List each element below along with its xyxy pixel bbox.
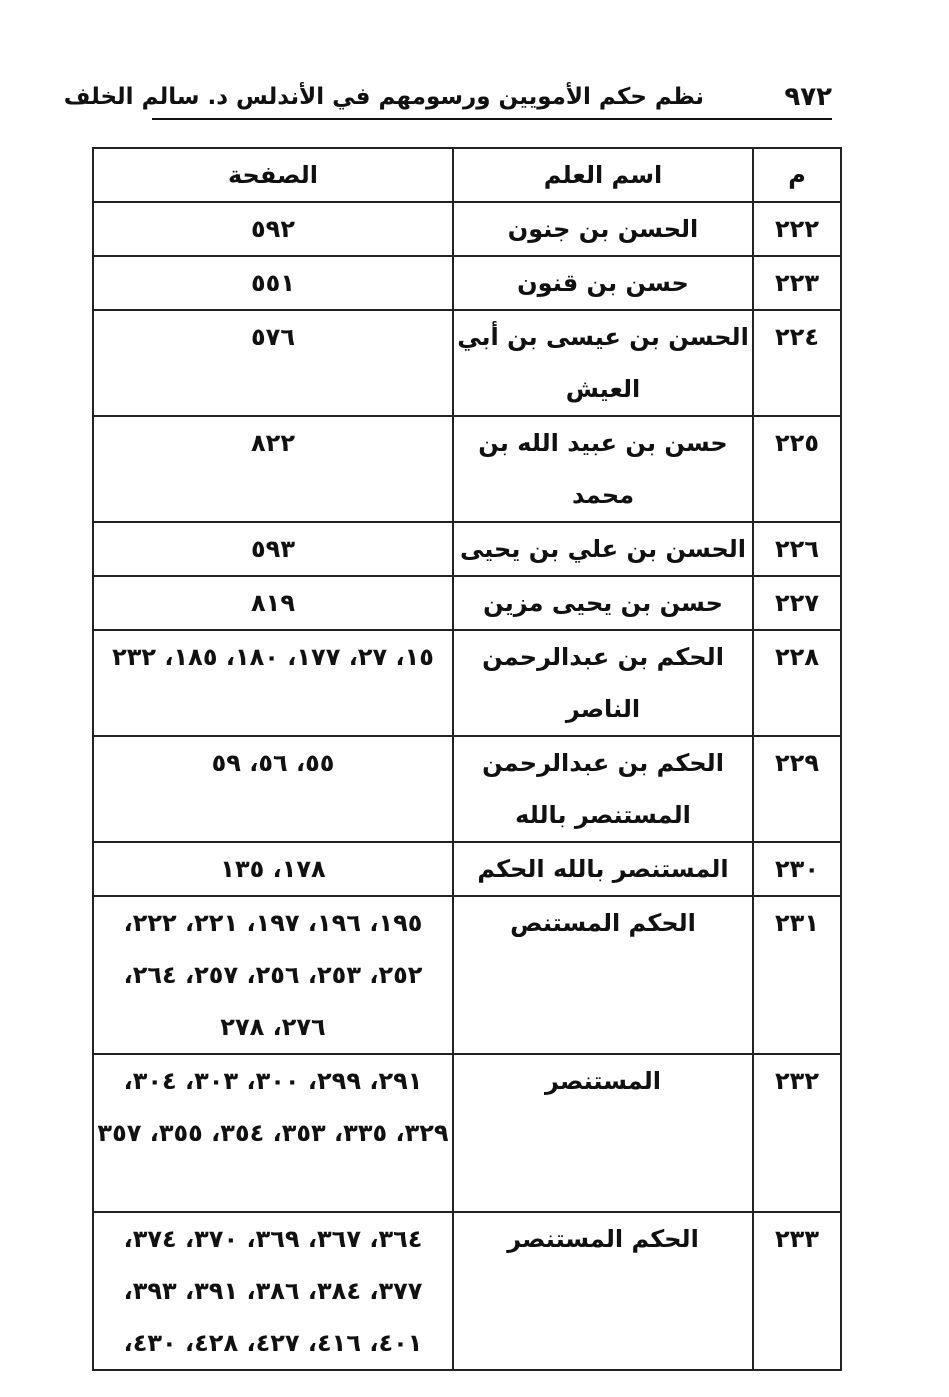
- row-name: الحكم المستنصر: [453, 1212, 753, 1370]
- row-pages: ٢٩١، ٢٩٩، ٣٠٠، ٣٠٣، ٣٠٤، ٣٢٩، ٣٣٥، ٣٥٣، ٣٥٤، ٣٥٥، ٣٥٧: [93, 1054, 453, 1212]
- row-pages: ٥٩٣: [93, 522, 453, 576]
- column-header-name: اسم العلم: [453, 148, 753, 202]
- page-header: [63, 80, 832, 120]
- row-pages: ٥٩٢: [93, 202, 453, 256]
- row-number: ٢٢٢: [753, 202, 841, 256]
- row-number: ٢٢٤: [753, 310, 841, 416]
- row-number: ٢٢٦: [753, 522, 841, 576]
- row-pages: ٥٥١: [93, 256, 453, 310]
- table-row: [93, 1054, 841, 1212]
- table-row: [93, 1212, 841, 1370]
- table-row: [93, 202, 841, 256]
- row-name: الحسن بن عيسى بن أبي العيش: [453, 310, 753, 416]
- row-number: ٢٢٣: [753, 256, 841, 310]
- running-title: نظم حكم الأمويين ورسومهم في الأندلس د. سالم الخلف: [63, 84, 704, 110]
- table-row: [93, 522, 841, 576]
- row-pages: ٥٥، ٥٦، ٥٩: [93, 736, 453, 842]
- row-number: ٢٢٨: [753, 630, 841, 736]
- row-name: حسن بن يحيى مزين: [453, 576, 753, 630]
- column-header-pages: الصفحة: [93, 148, 453, 202]
- table-row: [93, 842, 841, 896]
- page-number: ٩٧٢: [784, 82, 832, 112]
- header-rule: [152, 118, 832, 120]
- row-number: ٢٣١: [753, 896, 841, 1054]
- table-row: [93, 416, 841, 522]
- row-pages: ٣٦٤، ٣٦٧، ٣٦٩، ٣٧٠، ٣٧٤، ٣٧٧، ٣٨٤، ٣٨٦، ٣٩١، ٣٩٣، ٤٠١، ٤١٦، ٤٢٧، ٤٢٨، ٤٣٠،: [93, 1212, 453, 1370]
- row-name: حسن بن عبيد الله بن محمد: [453, 416, 753, 522]
- row-number: ٢٣٢: [753, 1054, 841, 1212]
- row-name: حسن بن قنون: [453, 256, 753, 310]
- row-number: ٢٣٠: [753, 842, 841, 896]
- row-pages: ٨١٩: [93, 576, 453, 630]
- index-table: [92, 147, 842, 1371]
- row-name: المستنصر بالله الحكم: [453, 842, 753, 896]
- row-number: ٢٣٣: [753, 1212, 841, 1370]
- table-header-row: [93, 148, 841, 202]
- table-row: [93, 896, 841, 1054]
- table-row: [93, 576, 841, 630]
- row-pages: ١٩٥، ١٩٦، ١٩٧، ٢٢١، ٢٢٢، ٢٥٢، ٢٥٣، ٢٥٦، ٢٥٧، ٢٦٤، ٢٧٦، ٢٧٨: [93, 896, 453, 1054]
- row-number: ٢٢٥: [753, 416, 841, 522]
- table-row: [93, 736, 841, 842]
- table-row: [93, 256, 841, 310]
- row-name: الحسن بن جنون: [453, 202, 753, 256]
- row-name: الحكم بن عبدالرحمن الناصر: [453, 630, 753, 736]
- table-row: [93, 310, 841, 416]
- row-pages: ٥٧٦: [93, 310, 453, 416]
- row-name: الحكم المستنص: [453, 896, 753, 1054]
- row-number: ٢٢٧: [753, 576, 841, 630]
- row-name: المستنصر: [453, 1054, 753, 1212]
- row-name: الحسن بن علي بن يحيى: [453, 522, 753, 576]
- row-pages: ٨٢٢: [93, 416, 453, 522]
- row-name: الحكم بن عبدالرحمن المستنصر بالله: [453, 736, 753, 842]
- row-pages: ١٥، ٢٧، ١٧٧، ١٨٠، ١٨٥، ٢٣٢: [93, 630, 453, 736]
- row-pages: ١٧٨، ١٣٥: [93, 842, 453, 896]
- row-number: ٢٢٩: [753, 736, 841, 842]
- table-row: [93, 630, 841, 736]
- column-header-number: م: [753, 148, 841, 202]
